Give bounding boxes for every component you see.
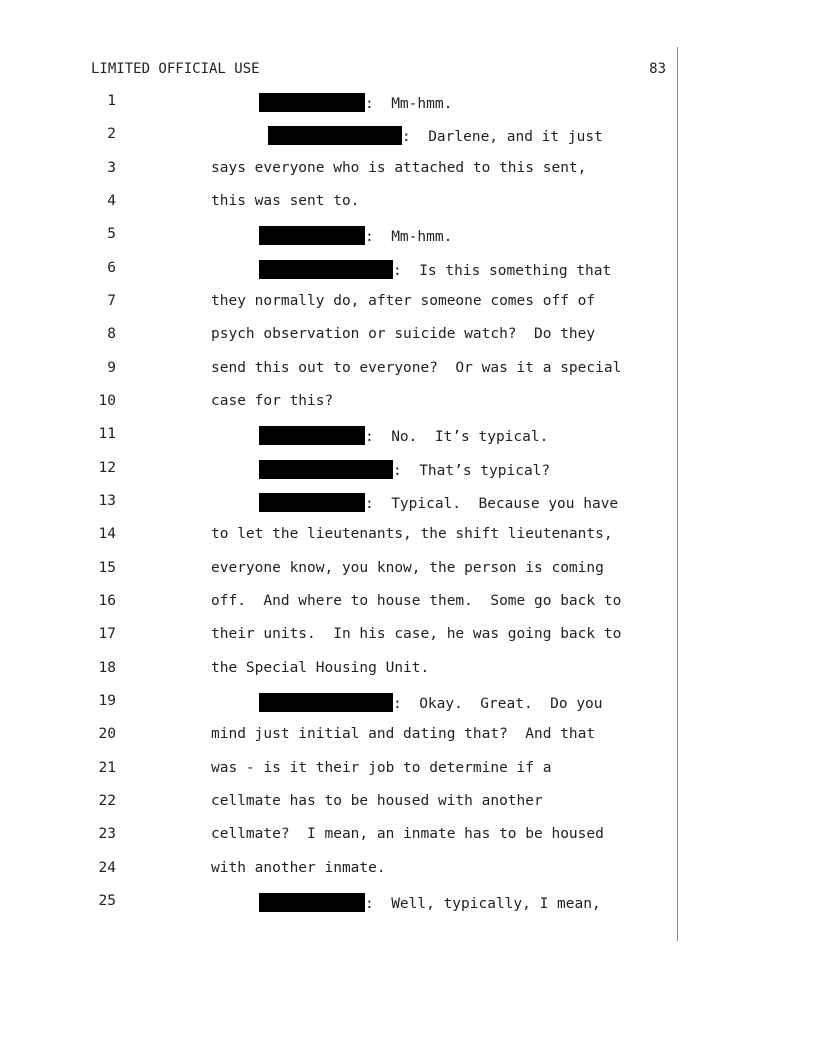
line-number: 7 bbox=[107, 293, 116, 309]
transcript-line bbox=[0, 426, 816, 448]
speaker-line bbox=[259, 426, 548, 445]
line-text: : Okay. Great. Do you bbox=[393, 696, 603, 712]
speaker-line bbox=[259, 893, 601, 912]
line-number: 23 bbox=[98, 826, 116, 842]
line-number: 6 bbox=[107, 260, 116, 276]
line-number: 3 bbox=[107, 160, 116, 176]
transcript-line bbox=[0, 460, 816, 482]
line-text: says everyone who is attached to this sent, bbox=[211, 160, 587, 176]
line-text: cellmate has to be housed with another bbox=[211, 793, 543, 809]
line-number: 16 bbox=[98, 593, 116, 609]
line-text: was - is it their job to determine if a bbox=[211, 760, 552, 776]
transcript-line bbox=[0, 693, 816, 715]
transcript-line bbox=[0, 726, 816, 748]
line-number: 18 bbox=[98, 660, 116, 676]
transcript-line bbox=[0, 226, 816, 248]
line-text: : No. It’s typical. bbox=[365, 429, 549, 445]
line-text: : That’s typical? bbox=[393, 463, 551, 479]
line-number: 25 bbox=[98, 893, 116, 909]
transcript-line bbox=[0, 260, 816, 282]
redaction-box bbox=[259, 460, 393, 479]
line-number: 24 bbox=[98, 860, 116, 876]
line-number: 10 bbox=[98, 393, 116, 409]
page-number: 83 bbox=[649, 61, 666, 77]
line-number: 20 bbox=[98, 726, 116, 742]
redaction-box bbox=[259, 426, 365, 445]
line-text: with another inmate. bbox=[211, 860, 386, 876]
line-number: 4 bbox=[107, 193, 116, 209]
transcript-line bbox=[0, 593, 816, 615]
line-text: they normally do, after someone comes off of bbox=[211, 293, 596, 309]
line-number: 22 bbox=[98, 793, 116, 809]
transcript-line bbox=[0, 560, 816, 582]
redaction-box bbox=[259, 93, 365, 112]
transcript-line bbox=[0, 493, 816, 515]
line-text: : Mm-hmm. bbox=[365, 229, 453, 245]
line-number: 19 bbox=[98, 693, 116, 709]
speaker-line bbox=[259, 493, 618, 512]
line-text: psych observation or suicide watch? Do they bbox=[211, 326, 596, 342]
line-number: 15 bbox=[98, 560, 116, 576]
line-text: the Special Housing Unit. bbox=[211, 660, 430, 676]
speaker-line bbox=[259, 260, 611, 279]
redaction-box bbox=[259, 226, 365, 245]
line-text: mind just initial and dating that? And that bbox=[211, 726, 596, 742]
line-number: 14 bbox=[98, 526, 116, 542]
redaction-box bbox=[259, 260, 393, 279]
transcript-line bbox=[0, 626, 816, 648]
line-number: 21 bbox=[98, 760, 116, 776]
line-text: everyone know, you know, the person is coming bbox=[211, 560, 604, 576]
line-number: 17 bbox=[98, 626, 116, 642]
line-text: cellmate? I mean, an inmate has to be housed bbox=[211, 826, 604, 842]
line-text: off. And where to house them. Some go back to bbox=[211, 593, 622, 609]
line-text: to let the lieutenants, the shift lieutenants, bbox=[211, 526, 613, 542]
transcript-line bbox=[0, 126, 816, 148]
redaction-box bbox=[268, 126, 402, 145]
redaction-box bbox=[259, 693, 393, 712]
line-text: this was sent to. bbox=[211, 193, 360, 209]
line-number: 11 bbox=[98, 426, 116, 442]
transcript-line bbox=[0, 526, 816, 548]
transcript-line bbox=[0, 893, 816, 915]
line-number: 9 bbox=[107, 360, 116, 376]
line-text: : Mm-hmm. bbox=[365, 96, 453, 112]
transcript-line bbox=[0, 326, 816, 348]
line-text: : Is this something that bbox=[393, 263, 612, 279]
classification-header: LIMITED OFFICIAL USE bbox=[91, 61, 260, 77]
transcript-line bbox=[0, 826, 816, 848]
line-number: 1 bbox=[107, 93, 116, 109]
line-text: their units. In his case, he was going back to bbox=[211, 626, 622, 642]
line-text: case for this? bbox=[211, 393, 334, 409]
transcript-line bbox=[0, 293, 816, 315]
transcript-line bbox=[0, 93, 816, 115]
transcript-line bbox=[0, 793, 816, 815]
transcript-line bbox=[0, 160, 816, 182]
line-number: 2 bbox=[107, 126, 116, 142]
line-text: : Darlene, and it just bbox=[402, 129, 603, 145]
line-number: 13 bbox=[98, 493, 116, 509]
redaction-box bbox=[259, 493, 365, 512]
transcript-line bbox=[0, 393, 816, 415]
transcript-line bbox=[0, 660, 816, 682]
speaker-line bbox=[259, 460, 550, 479]
speaker-line bbox=[259, 226, 452, 245]
line-text: send this out to everyone? Or was it a special bbox=[211, 360, 622, 376]
line-text: : Well, typically, I mean, bbox=[365, 896, 601, 912]
speaker-line bbox=[259, 93, 452, 112]
transcript-line bbox=[0, 193, 816, 215]
line-number: 8 bbox=[107, 326, 116, 342]
line-text: : Typical. Because you have bbox=[365, 496, 619, 512]
redaction-box bbox=[259, 893, 365, 912]
transcript-line bbox=[0, 760, 816, 782]
speaker-line bbox=[259, 693, 603, 712]
transcript-line bbox=[0, 860, 816, 882]
speaker-line bbox=[268, 126, 603, 145]
transcript-line bbox=[0, 360, 816, 382]
line-number: 12 bbox=[98, 460, 116, 476]
line-number: 5 bbox=[107, 226, 116, 242]
